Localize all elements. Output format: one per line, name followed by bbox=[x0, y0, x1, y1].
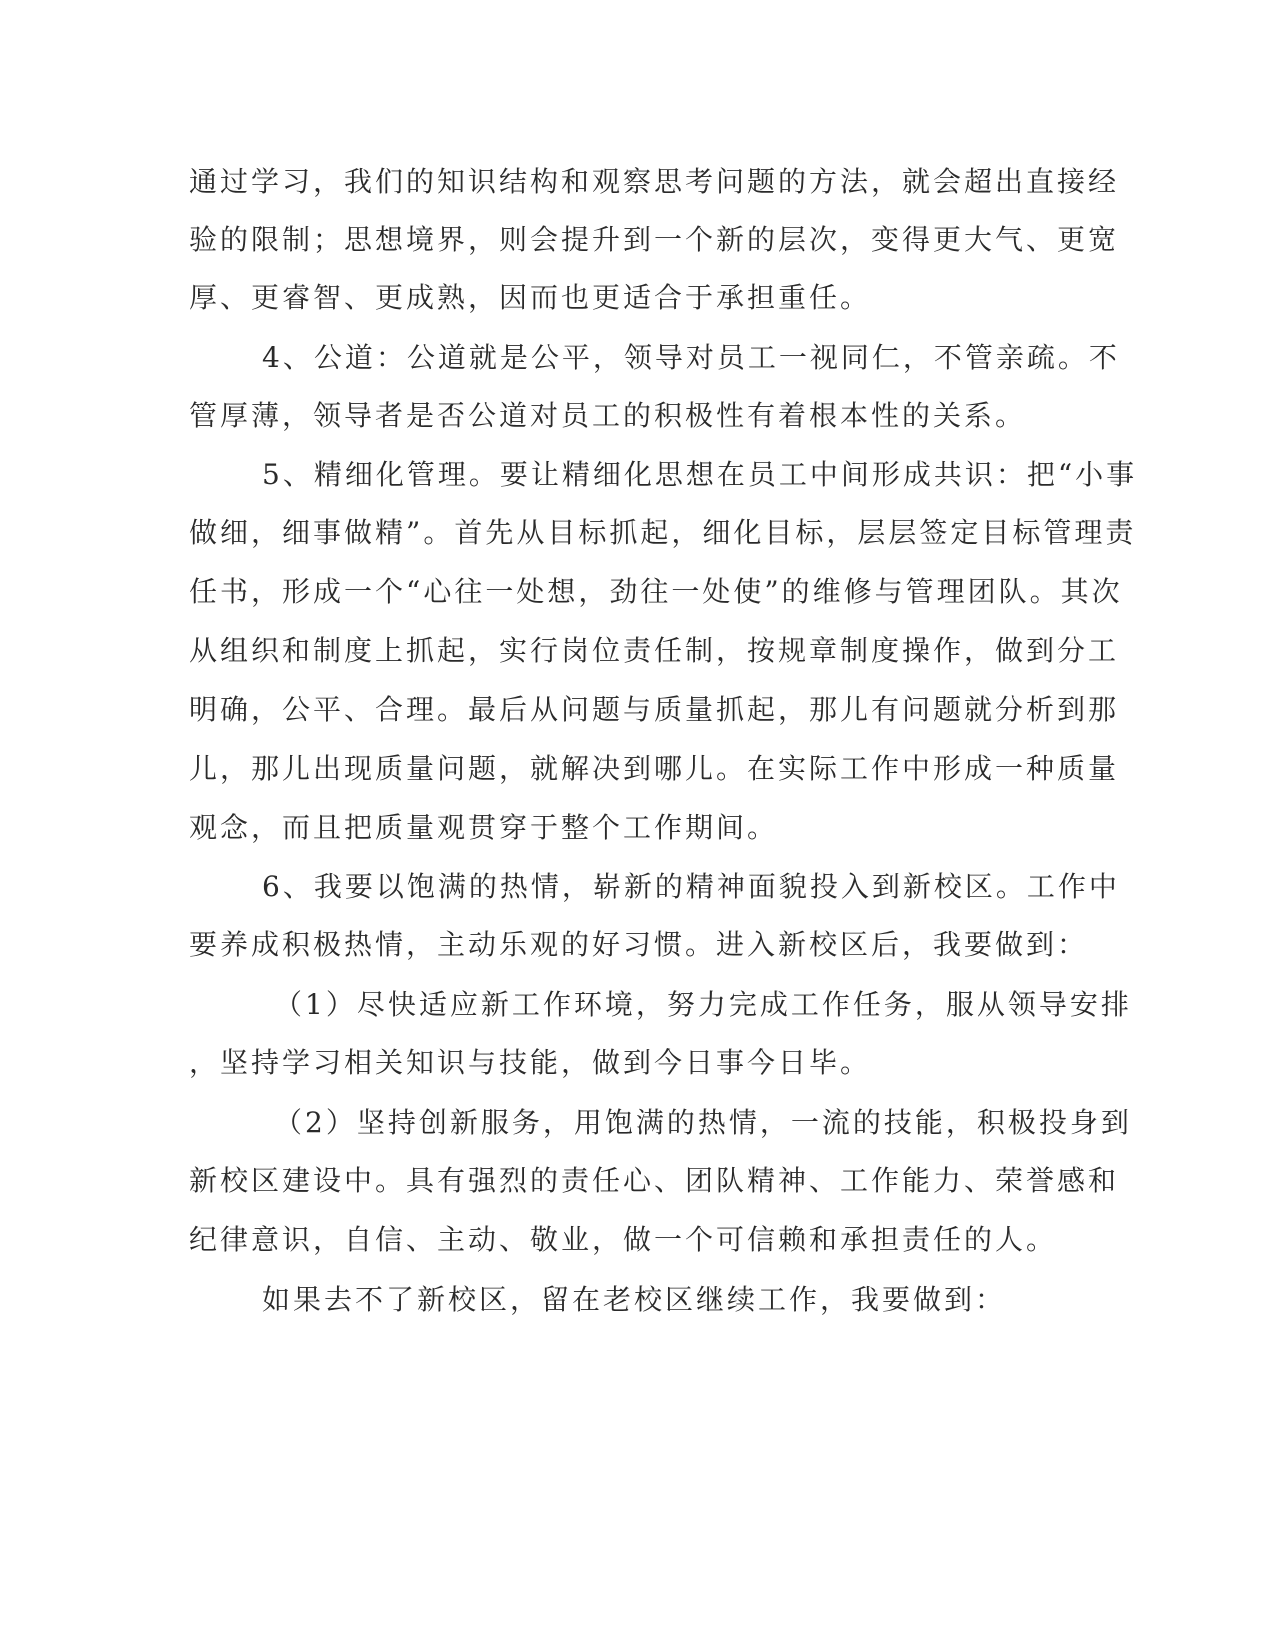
text-line: （1）尽快适应新工作环境，努力完成工作任务，服从领导安排 bbox=[274, 988, 1132, 1021]
text-line: 通过学习，我们的知识结构和观察思考问题的方法，就会超出直接经 bbox=[189, 165, 1120, 198]
text-line: 5、精细化管理。要让精细化思想在员工中间形成共识：把“小事 bbox=[262, 458, 1138, 491]
text-line: 如果去不了新校区，留在老校区继续工作，我要做到： bbox=[262, 1283, 1007, 1316]
text-line: 验的限制；思想境界，则会提升到一个新的层次，变得更大气、更宽 bbox=[189, 223, 1120, 256]
text-line: 厚、更睿智、更成熟，因而也更适合于承担重任。 bbox=[189, 281, 872, 314]
text-line: 从组织和制度上抓起，实行岗位责任制，按规章制度操作，做到分工 bbox=[189, 634, 1120, 667]
text-line: 观念，而且把质量观贯穿于整个工作期间。 bbox=[189, 811, 779, 844]
text-line: 任书，形成一个“心往一处想，劲往一处使”的维修与管理团队。其次 bbox=[189, 575, 1123, 608]
text-line: 新校区建设中。具有强烈的责任心、团队精神、工作能力、荣誉感和 bbox=[189, 1164, 1120, 1197]
text-line: 4、公道：公道就是公平，领导对员工一视同仁，不管亲疏。不 bbox=[262, 341, 1120, 374]
text-line: ，坚持学习相关知识与技能，做到今日事今日毕。 bbox=[189, 1046, 872, 1079]
text-line: 做细，细事做精”。首先从目标抓起，细化目标，层层签定目标管理责 bbox=[189, 516, 1137, 549]
text-line: 要养成积极热情，主动乐观的好习惯。进入新校区后，我要做到： bbox=[189, 928, 1089, 961]
text-line: 6、我要以饱满的热情，崭新的精神面貌投入到新校区。工作中 bbox=[262, 870, 1120, 903]
text-line: 明确，公平、合理。最后从问题与质量抓起，那儿有问题就分析到那 bbox=[189, 693, 1120, 726]
text-line: （2）坚持创新服务，用饱满的热情，一流的技能，积极投身到 bbox=[274, 1106, 1132, 1139]
text-line: 纪律意识，自信、主动、敬业，做一个可信赖和承担责任的人。 bbox=[189, 1223, 1058, 1256]
text-line: 儿，那儿出现质量问题，就解决到哪儿。在实际工作中形成一种质量 bbox=[189, 752, 1120, 785]
text-line: 管厚薄，领导者是否公道对员工的积极性有着根本性的关系。 bbox=[189, 399, 1027, 432]
